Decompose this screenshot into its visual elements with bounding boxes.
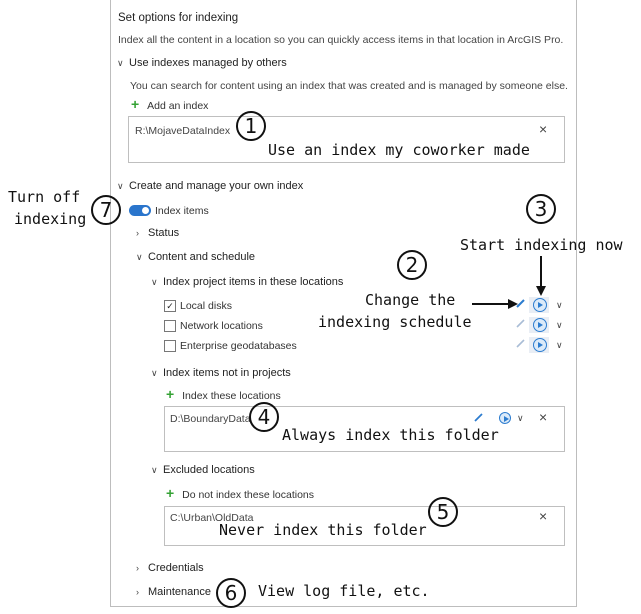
enterprise-geodatabases-checkbox[interactable] xyxy=(164,340,176,352)
chevron-right-icon: › xyxy=(136,228,139,238)
location-label-local-disks: Local disks xyxy=(180,300,232,312)
section-managed-by-others[interactable] xyxy=(117,57,287,69)
excluded-label: Excluded locations xyxy=(163,464,255,476)
pencil-icon[interactable] xyxy=(515,318,526,329)
callout-5-number: 5 xyxy=(428,497,458,527)
callout-6-text: View log file, etc. xyxy=(258,582,430,600)
chevron-down-icon[interactable]: ∨ xyxy=(556,340,563,350)
excluded-locations-expander[interactable] xyxy=(151,464,255,476)
index-these-label: Index these locations xyxy=(182,390,281,402)
callout-4-number: 4 xyxy=(249,402,279,432)
callout-5-text: Never index this folder xyxy=(219,521,427,539)
index-items-label: Index items xyxy=(155,205,209,217)
credentials-label: Credentials xyxy=(148,562,204,574)
chevron-down-icon: ∨ xyxy=(136,252,143,262)
callout-2-text-line2: indexing schedule xyxy=(318,313,472,331)
chevron-right-icon: › xyxy=(136,563,139,573)
callout-3-number: 3 xyxy=(526,194,556,224)
status-expander[interactable] xyxy=(136,227,179,239)
play-icon[interactable] xyxy=(533,298,547,312)
not-in-projects-label: Index items not in projects xyxy=(163,367,291,379)
section-own-index[interactable] xyxy=(117,180,303,192)
play-icon[interactable] xyxy=(533,338,547,352)
local-disks-checkbox[interactable]: ✓ xyxy=(164,300,176,312)
network-locations-checkbox[interactable] xyxy=(164,320,176,332)
close-icon[interactable]: × xyxy=(539,508,548,524)
callout-2-text-line1: Change the xyxy=(365,291,456,309)
add-index-button[interactable] xyxy=(131,96,208,112)
chevron-down-icon: ∨ xyxy=(117,58,124,68)
pencil-icon[interactable] xyxy=(515,338,526,349)
location-label-enterprise: Enterprise geodatabases xyxy=(180,340,297,352)
add-excluded-location-button[interactable] xyxy=(166,485,314,501)
chevron-down-icon[interactable]: ∨ xyxy=(517,413,524,423)
chevron-down-icon: ∨ xyxy=(151,465,158,475)
location-label-network: Network locations xyxy=(180,320,263,332)
plus-icon: + xyxy=(131,96,140,112)
add-index-label: Add an index xyxy=(147,100,209,112)
chevron-down-icon: ∨ xyxy=(151,277,158,287)
callout-1-text: Use an index my coworker made xyxy=(268,141,530,159)
chevron-down-icon: ∨ xyxy=(117,181,124,191)
maintenance-label: Maintenance xyxy=(148,586,211,598)
section-label: Use indexes managed by others xyxy=(129,57,287,69)
chevron-down-icon[interactable]: ∨ xyxy=(556,320,563,330)
maintenance-expander[interactable] xyxy=(136,586,211,598)
play-icon[interactable] xyxy=(533,318,547,332)
callout-7-number: 7 xyxy=(91,195,121,225)
callout-3-text: Start indexing now xyxy=(460,236,623,254)
chevron-right-icon: › xyxy=(136,587,139,597)
do-not-index-label: Do not index these locations xyxy=(182,489,315,501)
project-locations-expander[interactable] xyxy=(151,276,343,288)
page-title: Set options for indexing xyxy=(118,12,239,24)
play-icon[interactable] xyxy=(499,412,511,424)
chevron-down-icon: ∨ xyxy=(151,368,158,378)
callout-6-number: 6 xyxy=(216,578,246,608)
plus-icon: + xyxy=(166,386,175,402)
section-label: Create and manage your own index xyxy=(129,180,304,192)
page-description: Index all the content in a location so you can quickly access items in that location in ArcGIS Pro. xyxy=(118,34,564,46)
callout-7-text-line2: indexing xyxy=(14,210,87,228)
callout-1-number: 1 xyxy=(236,111,266,141)
close-icon[interactable]: × xyxy=(539,121,548,137)
callout-arrow xyxy=(534,256,548,296)
content-label: Content and schedule xyxy=(148,251,256,263)
managed-index-path: R:\MojaveDataIndex xyxy=(135,125,231,137)
close-icon[interactable]: × xyxy=(539,409,548,425)
not-in-projects-expander[interactable] xyxy=(151,367,291,379)
index-items-toggle[interactable] xyxy=(129,205,151,216)
project-locations-label: Index project items in these locations xyxy=(163,276,344,288)
callout-4-text: Always index this folder xyxy=(282,426,499,444)
plus-icon: + xyxy=(166,485,175,501)
pencil-icon[interactable] xyxy=(473,412,484,423)
chevron-down-icon[interactable]: ∨ xyxy=(556,300,563,310)
managed-description: You can search for content using an index that was created and is managed by someone else. xyxy=(130,80,568,92)
callout-2-number: 2 xyxy=(397,250,427,280)
content-schedule-expander[interactable] xyxy=(136,251,255,263)
callout-arrow xyxy=(472,297,518,311)
index-location-path: D:\BoundaryData xyxy=(170,413,251,425)
credentials-expander[interactable] xyxy=(136,562,204,574)
callout-7-text-line1: Turn off xyxy=(8,188,81,206)
add-index-location-button[interactable] xyxy=(166,386,281,402)
excluded-location-path: C:\Urban\OldData xyxy=(170,512,254,524)
status-label: Status xyxy=(148,227,180,239)
